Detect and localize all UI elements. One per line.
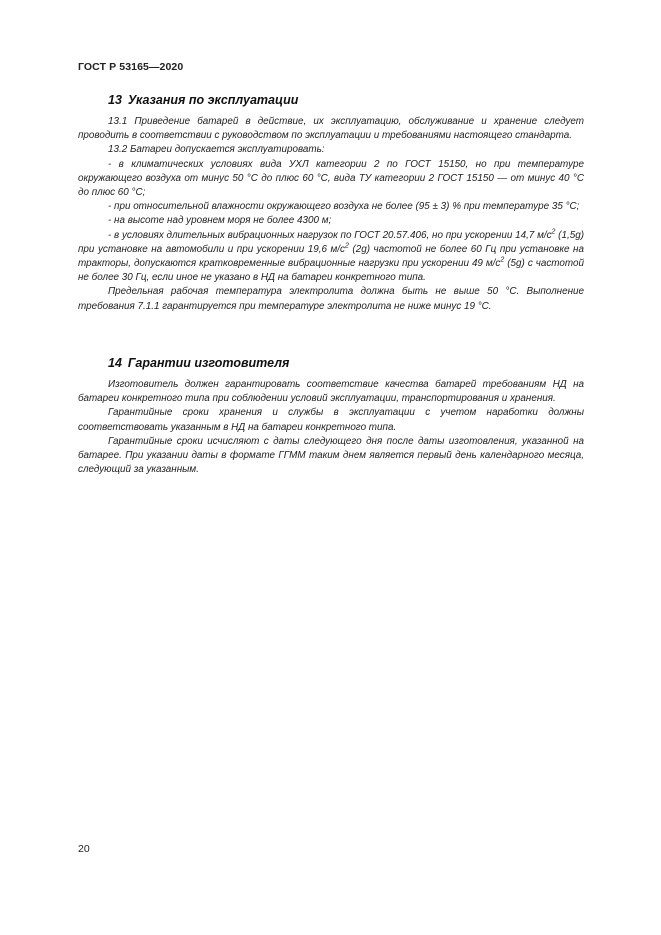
paragraph-electrolyte-temperature: Предельная рабочая температура электролита должна быть не выше 50 °С. Выполнение требования 7.1.1 гарантируется при температуре электролита не ниже минус 19 °С. bbox=[78, 286, 584, 312]
section-13-heading bbox=[108, 93, 298, 107]
vibration-text-b: (1,5g) при установке на автомобили и при ускорении 19,6 м/с bbox=[78, 229, 584, 255]
vibration-text-d: (5g) с частотой не более 30 Гц, если иное не указано в НД на батареи конкретного типа. bbox=[78, 258, 584, 284]
page-number: 20 bbox=[78, 843, 90, 855]
superscript-squared-3: 2 bbox=[500, 256, 505, 264]
section-14-heading bbox=[108, 356, 289, 370]
paragraph-warranty-quality: Изготовитель должен гарантировать соответствие качества батарей требованиям НД на батареи конкретного типа при соблюдении условий эксплуатации, транспортирования и хранения. bbox=[78, 379, 584, 405]
paragraph-vibration bbox=[78, 229, 584, 286]
section-13-body bbox=[78, 115, 584, 314]
vibration-text-c: (2g) частотой не более 60 Гц при установке на тракторы, допускаются кратковременные вибрационные нагрузки при ускорении 49 м/с bbox=[78, 243, 584, 270]
paragraph-warranty-terms: Гарантийные сроки хранения и службы в эксплуатации с учетом наработки должны соответствовать указанным в НД на батареи конкретного типа. bbox=[78, 407, 584, 433]
paragraph-warranty-start-date: Гарантийные сроки исчисляют с даты следующего дня после даты изготовления, указанной на батарее. При указании даты в формате ГГММ таким днем является первый день календарного месяца, следующий за указанным. bbox=[78, 435, 584, 476]
superscript-squared-2: 2 bbox=[344, 242, 349, 250]
section-14-body bbox=[78, 378, 584, 477]
section-13-title: Указания по эксплуатации bbox=[127, 93, 299, 107]
paragraph-13-2: 13.2 Батареи допускается эксплуатировать: bbox=[108, 144, 325, 156]
standard-code-header: ГОСТ Р 53165—2020 bbox=[78, 61, 184, 73]
paragraph-altitude: - на высоте над уровнем моря не более 4300 м; bbox=[108, 215, 332, 227]
superscript-squared-1: 2 bbox=[551, 228, 556, 236]
paragraph-climate-conditions: - в климатических условиях вида УХЛ категории 2 по ГОСТ 15150, но при температуре окружающего воздуха от минус 50 °С до плюс 60 °С, вида ТУ категории 2 ГОСТ 15150 — от минус 40 °С до плюс 60 °С; bbox=[78, 158, 584, 199]
paragraph-humidity: - при относительной влажности окружающего воздуха не более (95 ± 3) % при температуре 35 °С; bbox=[108, 201, 580, 213]
section-14-number: 14 bbox=[108, 356, 122, 370]
section-14-title: Гарантии изготовителя bbox=[127, 356, 290, 370]
section-13-number: 13 bbox=[108, 93, 122, 107]
paragraph-13-1: 13.1 Приведение батарей в действие, их эксплуатацию, обслуживание и хранение следует проводить в соответствии с руководством по эксплуатации и требованиями настоящего стандарта. bbox=[78, 116, 584, 142]
vibration-text-a: - в условиях длительных вибрационных нагрузок по ГОСТ 20.57.406, но при ускорении 14,7 м/с bbox=[108, 229, 552, 241]
